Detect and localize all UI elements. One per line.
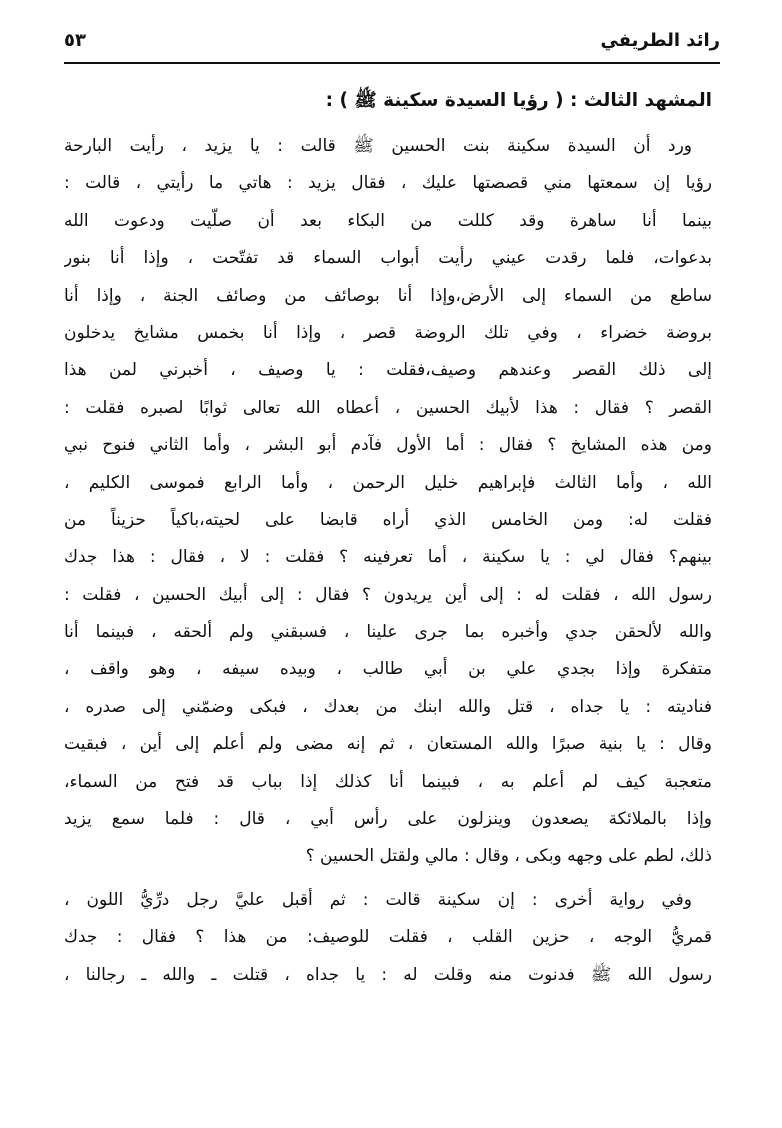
text-line: فناديته : يا جداه ، قتل والله ابنك من بعدك ، فبكى وضمّني إلى صدره ، (64, 696, 712, 717)
header-author: رائد الطريفي (600, 30, 720, 51)
running-header (64, 26, 720, 64)
paragraph-2 (64, 882, 712, 994)
text-line: قمريُّ الوجه ، حزين القلب ، فقلت للوصيف: من هذا ؟ فقال : جدك (64, 927, 712, 948)
text-line: بينما أنا ساهرة وقد كللت من البكاء بعد أن صلّيت ودعوت الله (64, 210, 712, 231)
text-line: فقلت له: ومن الخامس الذي أراه قابضا على لحيته،باكياً حزيناً من (64, 509, 712, 530)
page-content (64, 86, 712, 994)
text-line: ساطع من السماء إلى الأرض،وإذا أنا بوصائف من وصائف الجنة ، وإذا أنا (64, 285, 712, 306)
text-line: وفي رواية أخرى : إن سكينة قالت : ثم أقبل عليَّ رجل درِّيُّ اللون ، (64, 889, 692, 910)
text-line: الله ، وأما الثالث فإبراهيم خليل الرحمن ، وأما الرابع فموسى الكليم ، (64, 472, 712, 493)
text-line: رسول الله ، فقلت له : إلى أين يريدون ؟ فقال : إلى أبيك الحسين ، فقلت : (64, 584, 712, 605)
paragraph-1 (64, 128, 712, 876)
text-line: متفكرة وإذا بجدي علي بن أبي طالب ، وبيده سيفه ، وهو واقف ، (64, 659, 712, 680)
text-line: القصر ؟ فقال : هذا لأبيك الحسين ، أعطاه الله تعالى ثوابًا لصبره فقلت : (64, 397, 712, 418)
text-line: ذلك، لطم على وجهه وبكى ، وقال : مالي ولقتل الحسين ؟ (305, 846, 712, 867)
text-line: رسول الله ﷺ فدنوت منه وقلت له : يا جداه ، قتلت ـ والله ـ رجالنا ، (64, 964, 712, 985)
text-line: بروضة خضراء ، وفي تلك الروضة قصر ، وإذا أنا بخمس مشايخ يدخلون (64, 322, 712, 343)
text-line: وقال : يا بنية صبرًا والله المستعان ، ثم إنه مضى ولم أعلم إلى أين ، فبقيت (64, 734, 712, 755)
text-line: متعجبة كيف لم أعلم به ، فبينما أنا كذلك إذا بباب قد فتح من السماء، (64, 771, 712, 792)
text-line: ومن هذه المشايخ ؟ فقال : أما الأول فآدم أبو البشر ، وأما الثاني فنوح نبي (64, 435, 712, 456)
text-line: رؤيا إن سمعتها مني قصصتها عليك ، فقال يزيد : هاتي ما رأيتي ، قالت : (64, 173, 712, 194)
text-line: وإذا بالملائكة يصعدون وينزلون على رأس أبي ، قال : فلما سمع يزيد (64, 809, 712, 830)
text-line: بينهم؟ فقال لي : يا سكينة ، أما تعرفينه ؟ فقلت : لا ، فقال : هذا جدك (64, 547, 712, 568)
text-line: والله لألحقن جدي وأخبره بما جرى علينا ، فسبقني ولم ألحقه ، فبينما أنا (64, 622, 712, 643)
text-line: إلى ذلك القصر وعندهم وصيف،فقلت : يا وصيف ، أخبرني لمن هذا (64, 360, 712, 381)
text-line: ورد أن السيدة سكينة بنت الحسين ﷺ قالت : يا يزيد ، رأيت البارحة (64, 136, 692, 156)
page-number: ٥٣ (64, 30, 86, 51)
text-line: بدعوات، فلما رقدت عيني رأيت أبواب السماء قد تفتّحت ، وإذا أنا بنور (64, 248, 712, 269)
section-heading: المشهد الثالث : ( رؤيا السيدة سكينة ﷺ ) : (325, 90, 712, 111)
